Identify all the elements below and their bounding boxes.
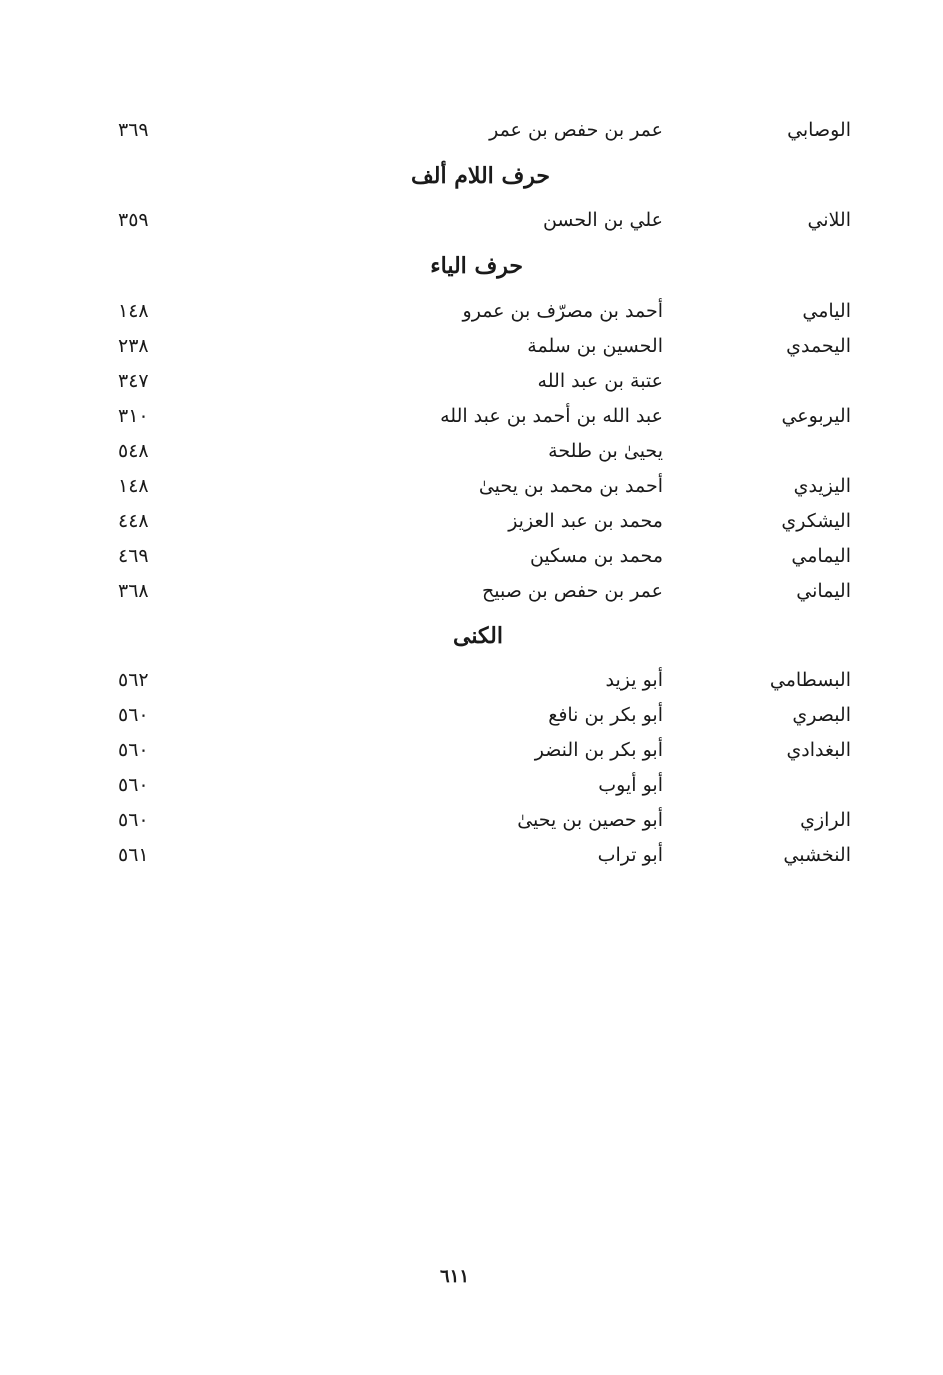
page-ref: ٤٤٨ [118,510,149,532]
index-row [0,838,943,872]
person-name: أبو بكر بن النضر [534,739,663,761]
person-name: أبو بكر بن نافع [548,704,663,726]
index-row [0,113,943,147]
index-row [0,768,943,802]
person-name: محمد بن مسكين [529,545,663,567]
person-name: يحيىٰ بن طلحة [548,440,663,462]
index-row [0,329,943,363]
page-ref: ٥٦٠ [118,774,149,796]
index-row [0,364,943,398]
section-title: حرف اللام ألف [410,163,550,189]
index-row [0,504,943,538]
page-ref: ٤٦٩ [118,545,149,567]
person-name: أبو تراب [597,844,663,866]
page-ref: ١٤٨ [118,300,149,322]
index-row [0,399,943,433]
page-ref: ٣٥٩ [118,209,149,231]
nisba: اليشكري [781,510,851,532]
index-row [0,803,943,837]
page-ref: ٥٦٢ [118,669,149,691]
index-row [0,574,943,608]
index-row [0,203,943,237]
page-ref: ٥٦٠ [118,704,149,726]
page-ref: ٥٦٠ [118,739,149,761]
page-ref: ٣١٠ [118,405,149,427]
page-number: ٦١١ [440,1266,470,1287]
section-heading-ya [0,246,943,286]
nisba: اليامي [802,300,851,322]
person-name: علي بن الحسن [542,209,663,231]
nisba: اليزيدي [793,475,851,497]
index-row [0,434,943,468]
section-title: حرف الياء [430,253,523,279]
page-footer [0,1262,943,1292]
person-name: عبد الله بن أحمد بن عبد الله [440,405,663,427]
index-row [0,698,943,732]
person-name: عمر بن حفص بن عمر [489,119,663,141]
index-row [0,469,943,503]
index-row [0,663,943,697]
index-row [0,294,943,328]
section-heading-kuna [0,616,943,656]
page-ref: ٣٦٩ [118,119,149,141]
person-name: أبو أيوب [598,774,663,796]
nisba: البصري [792,704,851,726]
nisba: الرازي [800,809,851,831]
page-ref: ٢٣٨ [118,335,149,357]
nisba: البسطامي [769,669,851,691]
nisba: البغدادي [786,739,851,761]
person-name: أحمد بن مصرّف بن عمرو [462,300,663,322]
page-ref: ٥٦١ [118,844,149,866]
page-ref: ٥٤٨ [118,440,149,462]
person-name: أبو حصين بن يحيىٰ [517,809,663,831]
page-ref: ١٤٨ [118,475,149,497]
nisba: اليربوعي [781,405,851,427]
nisba: اليمامي [791,545,851,567]
person-name: أحمد بن محمد بن يحيىٰ [478,475,663,497]
person-name: محمد بن عبد العزيز [508,510,663,532]
person-name: عمر بن حفص بن صبيح [482,580,663,602]
person-name: أبو يزيد [605,669,663,691]
page-ref: ٣٦٨ [118,580,149,602]
nisba: اليماني [796,580,851,602]
nisba: النخشبي [783,844,851,866]
section-title: الكنى [453,623,503,649]
index-row [0,539,943,573]
person-name: الحسين بن سلمة [527,335,663,357]
nisba: اليحمدي [786,335,851,357]
section-heading-lam-alif [0,156,943,196]
nisba: الوصابي [787,119,851,141]
nisba: اللاني [807,209,851,231]
person-name: عتبة بن عبد الله [537,370,663,392]
page-ref: ٣٤٧ [118,370,149,392]
index-row [0,733,943,767]
page-ref: ٥٦٠ [118,809,149,831]
